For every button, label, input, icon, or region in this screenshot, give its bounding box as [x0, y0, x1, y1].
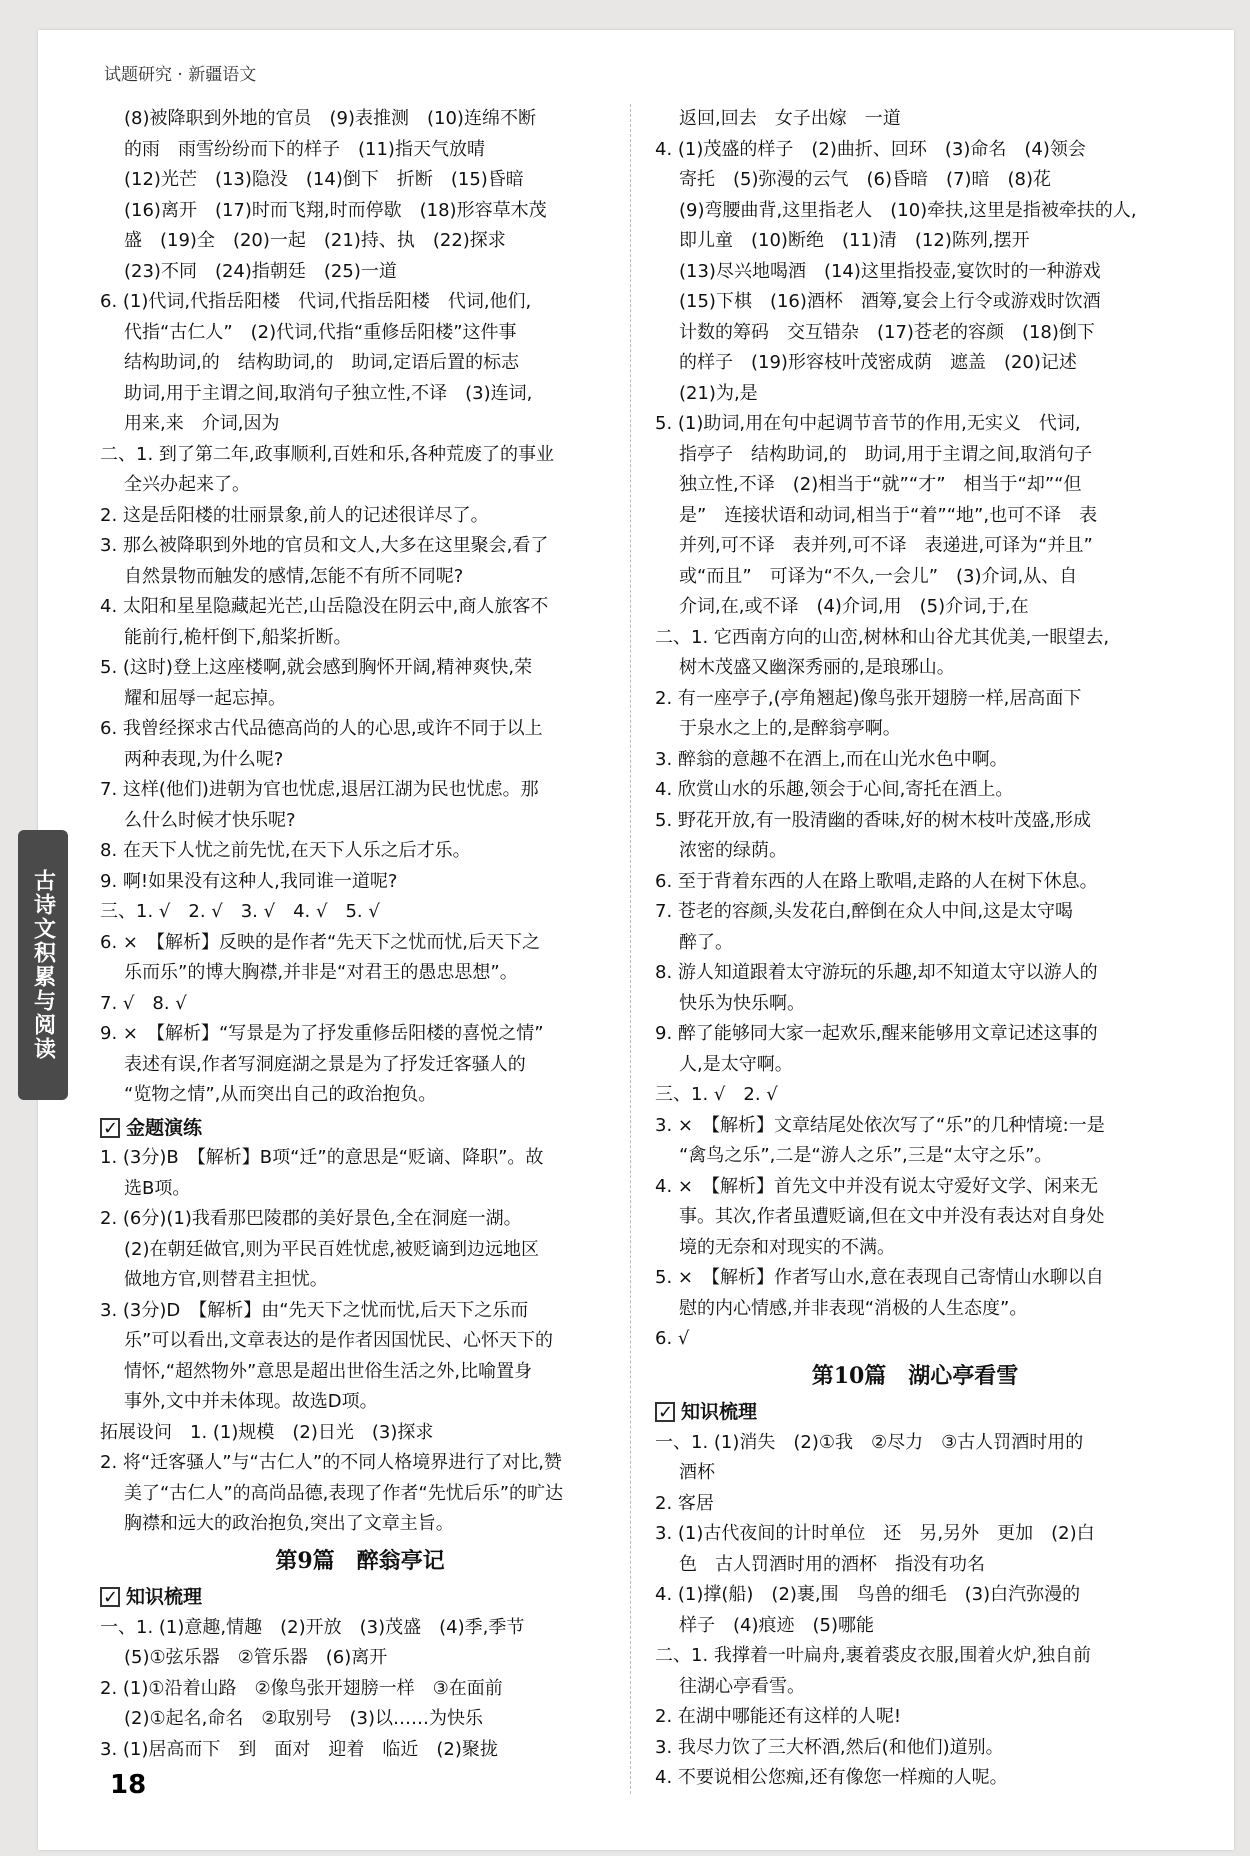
answer-continuation: (23)不同 (24)指朝廷 (25)一道: [124, 260, 397, 282]
section-heading: ✓ 知识梳理: [655, 1397, 1175, 1428]
answer-continuation: 树木茂盛又幽深秀丽的,是琅琊山。: [679, 657, 955, 678]
answer-line: 2. (1)①沿着山路 ②像鸟张开翅膀一样 ③在面前: [100, 1677, 503, 1699]
answer-line: 7. √ 8. √: [100, 992, 187, 1014]
answer-continuation: 助词,用于主谓之间,取消句子独立性,不译 (3)连词,: [124, 382, 533, 404]
article-title: 第9篇 醉翁亭记: [275, 1547, 445, 1574]
right-column: [655, 104, 1175, 1794]
answer-line: 一、1. (1)意趣,情趣 (2)开放 (3)茂盛 (4)季,季节: [100, 1616, 525, 1638]
answer-line: 2. 在湖中哪能还有这样的人呢!: [655, 1706, 902, 1727]
answer-continuation: 的样子 (19)形容枝叶茂密成荫 遮盖 (20)记述: [679, 352, 1077, 373]
section-heading: ✓ 知识梳理: [100, 1582, 620, 1613]
check-icon: [100, 1118, 120, 1138]
section-heading: ✓ 金题演练: [100, 1113, 620, 1144]
answer-continuation: 选B项。: [124, 1177, 191, 1199]
side-tab: [18, 830, 68, 1100]
answer-continuation: 代指“古仁人” (2)代词,代指“重修岳阳楼”这件事: [124, 321, 517, 343]
answer-line: 二、1. 我撑着一叶扁舟,裹着裘皮衣服,围着火炉,独自前: [655, 1645, 1092, 1666]
answer-line: 6. √: [655, 1328, 690, 1349]
answer-line: 7. 这样(他们)进朝为官也忧虑,退居江湖为民也忧虑。那: [100, 779, 539, 800]
answer-line: 9. 啊!如果没有这种人,我同谁一道呢?: [100, 870, 398, 892]
answer-line: 3. × 【解析】文章结尾处依次写了“乐”的几种情境:一是: [655, 1114, 1105, 1136]
answer-continuation: “禽鸟之乐”,二是“游人之乐”,三是“太守之乐”。: [679, 1145, 1053, 1166]
answer-continuation: “览物之情”,从而突出自己的政治抱负。: [124, 1084, 437, 1105]
answer-continuation: 指亭子 结构助词,的 助词,用于主谓之间,取消句子: [679, 443, 1093, 465]
answer-continuation: 酒杯: [679, 1462, 715, 1483]
answer-continuation: 往湖心亭看雪。: [679, 1675, 805, 1697]
answer-line: 6. × 【解析】反映的是作者“先天下之忧而忧,后天下之: [100, 931, 541, 953]
answer-continuation: 做地方官,则替君主担忧。: [124, 1269, 328, 1290]
answer-line: 3. 醉翁的意趣不在酒上,而在山光水色中啊。: [655, 748, 1008, 770]
answer-continuation: 的雨 雨雪纷纷而下的样子 (11)指天气放晴: [124, 138, 485, 160]
answer-continuation: (5)①弦乐器 ②管乐器 (6)离开: [124, 1647, 388, 1668]
answer-line: 5. 野花开放,有一股清幽的香味,好的树木枝叶茂盛,形成: [655, 809, 1092, 831]
answer-line: 6. 至于背着东西的人在路上歌唱,走路的人在树下休息。: [655, 870, 1098, 892]
answer-continuation: 并列,可不译 表并列,可不译 表递进,可译为“并且”: [679, 535, 1093, 556]
answer-continuation: 事。其次,作者虽遭贬谪,但在文中并没有表达对自身处: [679, 1206, 1105, 1227]
answer-line: 6. (1)代词,代指岳阳楼 代词,代指岳阳楼 代词,他们,: [100, 291, 532, 312]
answer-line: 3. (1)古代夜间的计时单位 还 另,另外 更加 (2)白: [655, 1523, 1095, 1544]
answer-line: 5. × 【解析】作者写山水,意在表现自己寄情山水聊以自: [655, 1267, 1104, 1288]
answer-line: 5. (1)助词,用在句中起调节音节的作用,无实义 代词,: [655, 413, 1081, 434]
answer-continuation: 快乐为快乐啊。: [679, 992, 805, 1014]
page-number: 18: [110, 1770, 147, 1800]
answer-continuation: 或“而且” 可译为“不久,一会儿” (3)介词,从、自: [679, 565, 1078, 587]
answer-line: 5. (这时)登上这座楼啊,就会感到胸怀开阔,精神爽快,荣: [100, 657, 533, 678]
answer-line: 3. (1)居高而下 到 面对 迎着 临近 (2)聚拢: [100, 1738, 498, 1760]
answer-line: 2. (6分)(1)我看那巴陵郡的美好景色,全在洞庭一湖。: [100, 1208, 522, 1229]
answer-continuation: 即儿童 (10)断绝 (11)清 (12)陈列,摆开: [679, 230, 1030, 251]
answer-continuation: (12)光芒 (13)隐没 (14)倒下 折断 (15)昏暗: [124, 169, 524, 190]
left-column: [100, 104, 620, 1765]
answer-continuation: 盛 (19)全 (20)一起 (21)持、执 (22)探求: [124, 230, 506, 251]
answer-continuation: 事外,文中并未体现。故选D项。: [124, 1391, 378, 1412]
answer-continuation: 用来,来 介词,因为: [124, 413, 280, 434]
answer-line: 拓展设问 1. (1)规模 (2)日光 (3)探求: [100, 1421, 434, 1443]
answer-continuation: 结构助词,的 结构助词,的 助词,定语后置的标志: [124, 352, 520, 373]
answer-continuation: (15)下棋 (16)酒杯 酒筹,宴会上行令或游戏时饮酒: [679, 291, 1101, 312]
answer-continuation: 色 古人罚酒时用的酒杯 指没有功名: [679, 1553, 985, 1575]
answer-line: 4. (1)茂盛的样子 (2)曲折、回环 (3)命名 (4)领会: [655, 138, 1086, 160]
answer-continuation: 慰的内心情感,并非表现“消极的人生态度”。: [679, 1297, 1028, 1319]
answer-continuation: 么什么时候才快乐呢?: [124, 809, 296, 831]
answer-continuation: (8)被降职到外地的官员 (9)表推测 (10)连绵不断: [124, 108, 536, 129]
answer-line: 4. 不要说相公您痴,还有像您一样痴的人呢。: [655, 1767, 1008, 1788]
answer-continuation: 醉了。: [679, 931, 733, 953]
answer-continuation: 返回,回去 女子出嫁 一道: [679, 108, 901, 129]
answer-continuation: 人,是太守啊。: [679, 1053, 793, 1075]
answer-line: 2. 将“迁客骚人”与“古仁人”的不同人格境界进行了对比,赞: [100, 1452, 562, 1473]
answer-continuation: 境的无奈和对现实的不满。: [679, 1236, 895, 1258]
answer-line: 2. 有一座亭子,(亭角翘起)像鸟张开翅膀一样,居高面下: [655, 687, 1082, 709]
answer-line: 4. 太阳和星星隐藏起光芒,山岳隐没在阴云中,商人旅客不: [100, 596, 549, 617]
answer-continuation: 两种表现,为什么呢?: [124, 748, 284, 770]
answer-line: 3. 我尽力饮了三大杯酒,然后(和他们)道别。: [655, 1736, 1004, 1758]
answer-line: 8. 在天下人忧之前先忧,在天下人乐之后才乐。: [100, 840, 471, 861]
answer-continuation: 浓密的绿荫。: [679, 840, 787, 861]
answer-line: 4. 欣赏山水的乐趣,领会于心间,寄托在酒上。: [655, 779, 1014, 800]
answer-continuation: 全兴办起来了。: [124, 474, 250, 495]
answer-continuation: 计数的筹码 交互错杂 (17)苍老的容颜 (18)倒下: [679, 321, 1095, 343]
answer-line: 二、1. 到了第二年,政事顺利,百姓和乐,各种荒废了的事业: [100, 443, 555, 465]
answer-line: 8. 游人知道跟着太守游玩的乐趣,却不知道太守以游人的: [655, 962, 1098, 983]
check-icon: [100, 1587, 120, 1607]
answer-line: 2. 这是岳阳楼的壮丽景象,前人的记述很详尽了。: [100, 504, 489, 526]
answer-continuation: 介词,在,或不译 (4)介词,用 (5)介词,于,在: [679, 596, 1029, 617]
answer-line: 9. × 【解析】“写景是为了抒发重修岳阳楼的喜悦之情”: [100, 1023, 544, 1044]
answer-line: 一、1. (1)消失 (2)①我 ②尽力 ③古人罚酒时用的: [655, 1431, 1084, 1453]
answer-continuation: 耀和屈辱一起忘掉。: [124, 687, 286, 709]
answer-continuation: (13)尽兴地喝酒 (14)这里指投壶,宴饮时的一种游戏: [679, 260, 1101, 282]
answer-continuation: 胸襟和远大的政治抱负,突出了文章主旨。: [124, 1513, 454, 1534]
answer-continuation: 美了“古仁人”的高尚品德,表现了作者“先忧后乐”的旷达: [124, 1482, 564, 1504]
answer-line: 7. 苍老的容颜,头发花白,醉倒在众人中间,这是太守喝: [655, 901, 1074, 922]
answer-line: 4. (1)撑(船) (2)裹,围 鸟兽的细毛 (3)白汽弥漫的: [655, 1584, 1081, 1605]
answer-continuation: 独立性,不译 (2)相当于“就”“才” 相当于“却”“但: [679, 474, 1082, 495]
column-divider: [630, 104, 631, 1794]
answer-line: 6. 我曾经探求古代品德高尚的人的心思,或许不同于以上: [100, 718, 543, 739]
answer-continuation: 自然景物而触发的感情,怎能不有所不同呢?: [124, 565, 464, 587]
answer-line: 二、1. 它西南方向的山峦,树林和山谷尤其优美,一眼望去,: [655, 626, 1110, 648]
answer-continuation: 表述有误,作者写洞庭湖之景是为了抒发迁客骚人的: [124, 1053, 526, 1075]
answer-line: 1. (3分)B 【解析】B项“迁”的意思是“贬谪、降职”。故: [100, 1147, 544, 1168]
answer-continuation: 乐”可以看出,文章表达的是作者因国忧民、心怀天下的: [124, 1330, 554, 1351]
answer-continuation: (2)①起名,命名 ②取别号 (3)以……为快乐: [124, 1708, 483, 1729]
article-title: 第10篇 湖心亭看雪: [811, 1362, 1019, 1389]
side-tab-label: 古诗文积累与阅读: [30, 869, 56, 1061]
answer-continuation: 情怀,“超然物外”意思是超出世俗生活之外,比喻置身: [124, 1360, 533, 1382]
answer-line: 三、1. √ 2. √: [655, 1084, 778, 1105]
answer-line: 9. 醉了能够同大家一起欢乐,醒来能够用文章记述这事的: [655, 1023, 1098, 1044]
check-icon: [655, 1402, 675, 1422]
answer-line: 3. (3分)D 【解析】由“先天下之忧而忧,后天下之乐而: [100, 1299, 529, 1321]
answer-continuation: 寄托 (5)弥漫的云气 (6)昏暗 (7)暗 (8)花: [679, 169, 1051, 190]
answer-continuation: (21)为,是: [679, 382, 758, 404]
answer-line: 三、1. √ 2. √ 3. √ 4. √ 5. √: [100, 901, 380, 922]
answer-line: 4. × 【解析】首先文中并没有说太守爱好文学、闲来无: [655, 1175, 1098, 1197]
answer-line: 3. 那么被降职到外地的官员和文人,大多在这里聚会,看了: [100, 535, 549, 556]
answer-continuation: (16)离开 (17)时而飞翔,时而停歇 (18)形容草木茂: [124, 199, 547, 221]
answer-continuation: 样子 (4)痕迹 (5)哪能: [679, 1614, 874, 1636]
answer-continuation: (2)在朝廷做官,则为平民百姓忧虑,被贬谪到边远地区: [124, 1238, 539, 1260]
answer-continuation: 是” 连接状语和动词,相当于“着”“地”,也可不译 表: [679, 504, 1098, 526]
answer-continuation: (9)弯腰曲背,这里指老人 (10)牵扶,这里是指被牵扶的人,: [679, 199, 1137, 221]
answer-continuation: 乐而乐”的博大胸襟,并非是“对君王的愚忠思想”。: [124, 962, 518, 983]
answer-line: 2. 客居: [655, 1492, 714, 1514]
page-header: 试题研究 · 新疆语文: [104, 65, 257, 85]
answer-continuation: 于泉水之上的,是醉翁亭啊。: [679, 718, 901, 739]
answer-continuation: 能前行,桅杆倒下,船桨折断。: [124, 626, 352, 648]
